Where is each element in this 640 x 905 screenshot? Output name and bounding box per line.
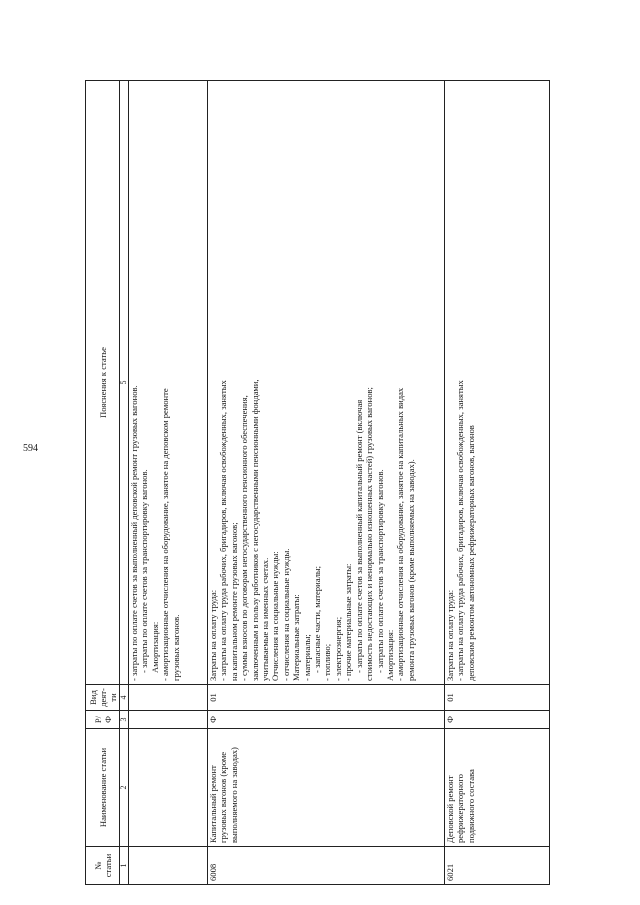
explanation-line: - амортизационные отчисления на оборудование, занятое на деповском ремонте bbox=[160, 388, 171, 681]
explanation-line: - затраты по оплате счетов за выполненный деповской ремонт грузовых вагонов. bbox=[129, 385, 139, 681]
article-name: Капитальный ремонт грузовых вагонов (кроме выполняемого на заводах) bbox=[208, 729, 445, 847]
explanation-line: - затраты по оплате счетов за выполненный капитальный ремонт (включая bbox=[353, 399, 364, 673]
explanation-line: - затраты на оплату труда рабочих, бригадиров, включая освобожденных, занятых bbox=[455, 380, 466, 681]
article-name bbox=[129, 729, 208, 847]
explanation-line: - затраты по оплате счетов за транспортировку вагонов. bbox=[139, 469, 150, 673]
header-explanation: Пояснения к статье bbox=[86, 81, 120, 685]
rf-value: Ф bbox=[445, 711, 550, 729]
activity-kind: 01 bbox=[445, 685, 550, 711]
explanation-cell bbox=[129, 81, 208, 685]
page-number: 594 bbox=[23, 443, 38, 454]
column-number: 1 bbox=[120, 847, 129, 885]
explanation-line: - затраты на оплату труда рабочих, бригадиров, включая освобожденных, занятых bbox=[218, 380, 229, 681]
explanation-line: Отчисления на социальные нужды: bbox=[270, 551, 281, 681]
header-activity-kind: Вид деят-ти bbox=[86, 685, 120, 711]
table-header-row bbox=[86, 81, 120, 885]
column-number: 5 bbox=[120, 81, 129, 685]
explanation-line: Затраты на оплату труда: bbox=[208, 589, 218, 681]
explanation-line: - затраты по оплате счетов за транспортировку вагонов. bbox=[374, 469, 385, 673]
article-number: 6021 bbox=[445, 847, 550, 885]
header-article-number: № статьи bbox=[86, 847, 120, 885]
explanation-line: - отчисления на социальные нужды. bbox=[280, 548, 291, 681]
table-row bbox=[445, 81, 550, 885]
explanation-line: - электроэнергия; bbox=[332, 616, 343, 681]
rf-value: Ф bbox=[208, 711, 445, 729]
explanation-cell bbox=[445, 81, 550, 685]
article-number: 6008 bbox=[208, 847, 445, 885]
column-number: 3 bbox=[120, 711, 129, 729]
article-number bbox=[129, 847, 208, 885]
explanation-line: Амортизация: bbox=[149, 621, 160, 673]
column-number: 2 bbox=[120, 729, 129, 847]
explanation-line: Затраты на оплату труда: bbox=[445, 589, 455, 681]
articles-table bbox=[85, 80, 550, 885]
rotated-page-content bbox=[85, 80, 550, 885]
activity-kind bbox=[129, 685, 208, 711]
header-article-name: Наименование статьи bbox=[86, 729, 120, 847]
column-number: 4 bbox=[120, 685, 129, 711]
header-rf: Р/ Ф bbox=[86, 711, 120, 729]
column-numbers-row bbox=[120, 81, 129, 885]
table-row bbox=[208, 81, 445, 885]
explanation-line: - амортизационные отчисления на оборудование, занятое на капитальных видах bbox=[395, 387, 406, 681]
explanation-line: стоимость недостающих и ненормально изношенных частей) грузовых вагонов; bbox=[364, 387, 375, 681]
explanation-line: - прочие материальные затраты: bbox=[343, 563, 354, 681]
explanation-line: на капитальном ремонте грузовых вагонов; bbox=[228, 522, 239, 681]
explanation-line: - топливо; bbox=[322, 643, 333, 681]
explanation-line: учитываемые на именных счетах. bbox=[260, 557, 271, 681]
explanation-cell bbox=[208, 81, 445, 685]
table-row bbox=[129, 81, 208, 885]
explanation-line: Материальные затраты: bbox=[291, 594, 302, 681]
article-name: Деповской ремонт рефрижераторного подвижного состава bbox=[445, 729, 550, 847]
explanation-line: заключенным в пользу работников с негосударственными пенсионными фондами, bbox=[249, 379, 260, 681]
activity-kind: 01 bbox=[208, 685, 445, 711]
rf-value bbox=[129, 711, 208, 729]
explanation-line: грузовых вагонов. bbox=[170, 614, 181, 681]
explanation-line: - суммы взносов по договорам негосударственного пенсионного обеспечения, bbox=[239, 395, 250, 681]
explanation-line: ремонта грузовых вагонов (кроме выполняемых на заводах). bbox=[405, 459, 416, 681]
explanation-line: - запасные части, материалы; bbox=[312, 565, 323, 673]
explanation-line: - материалы; bbox=[301, 634, 312, 681]
explanation-line: Амортизация: bbox=[384, 629, 395, 681]
explanation-line: деповским ремонтом автономных рефрижераторных вагонов, вагонов bbox=[465, 425, 476, 681]
